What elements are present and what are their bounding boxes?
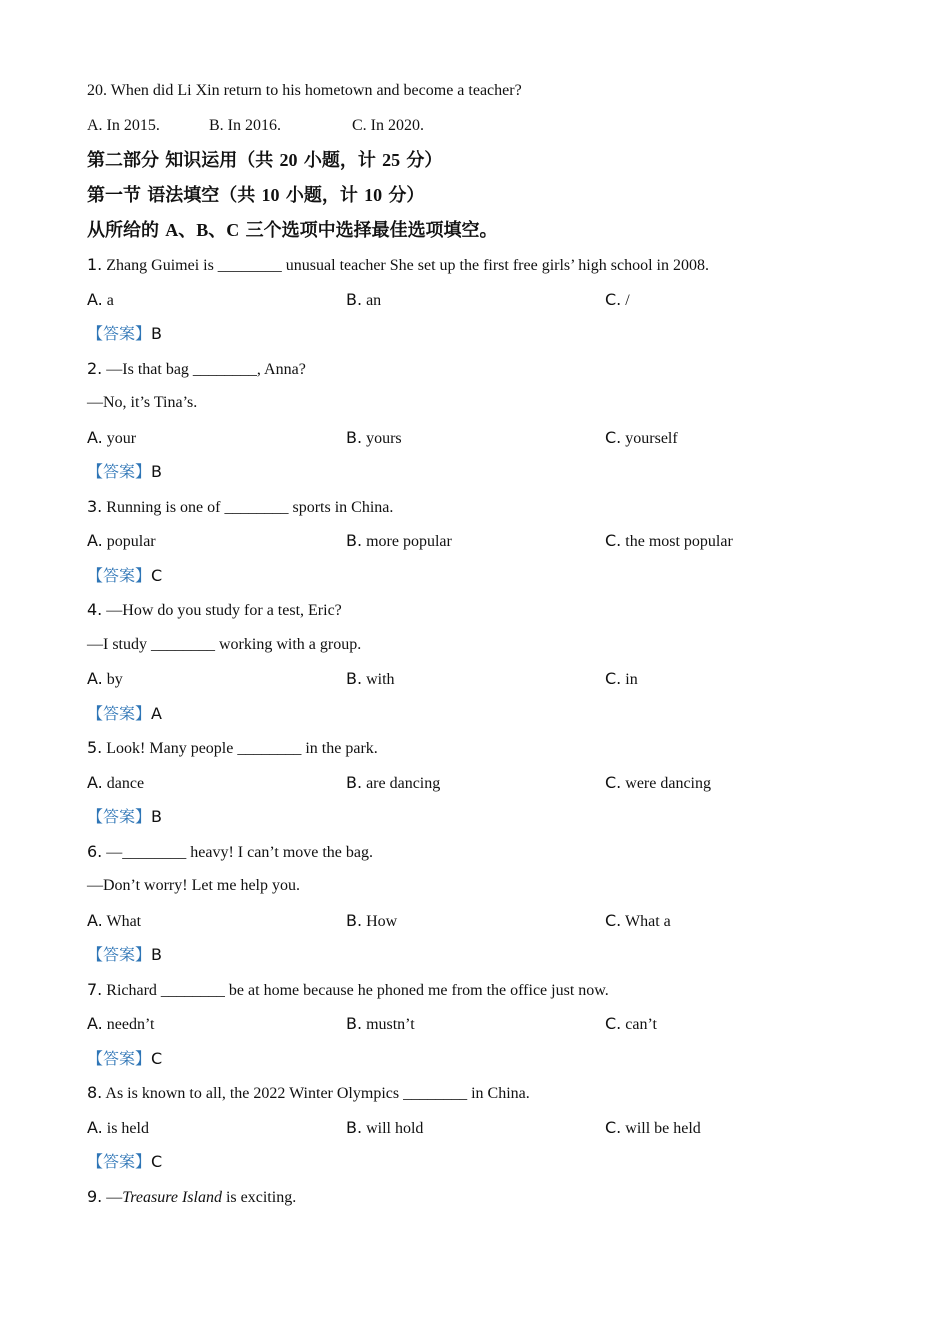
option-text: by [106, 671, 123, 688]
option-label: A. [87, 910, 103, 930]
answer-label: 答案 [103, 945, 136, 964]
answer-bracket-close: 】 [135, 324, 152, 343]
option [87, 285, 346, 320]
option [346, 423, 605, 458]
q20-option-b: B. In 2016. [209, 116, 281, 134]
option [346, 526, 605, 561]
option-text: is held [106, 1119, 149, 1137]
question-number: 2. [87, 358, 103, 378]
section-heading: 第一节 语法填空（共 10 小题，计 10 分） [87, 185, 425, 206]
question-line [87, 595, 867, 630]
option-label: C. [605, 427, 622, 447]
option [346, 285, 605, 320]
option [605, 664, 864, 699]
option-row [87, 526, 867, 561]
question-9-stem: 9. —Treasure Island is exciting. [87, 1186, 297, 1206]
question-text: —No, it’s Tina’s. [87, 394, 198, 411]
option-text: with [366, 671, 395, 688]
option [346, 1113, 605, 1148]
answer-value: C [151, 1152, 163, 1171]
option-label: A. [87, 772, 103, 792]
option-label: C. [605, 1117, 622, 1137]
option-label: A. [87, 289, 103, 309]
answer-line [87, 1147, 867, 1182]
option-text: yourself [625, 429, 678, 447]
question-line [87, 388, 867, 423]
question-number: 7. [87, 979, 103, 999]
option-text: were dancing [625, 774, 711, 792]
option [346, 768, 605, 803]
option-text: more popular [366, 533, 452, 550]
answer-line [87, 457, 867, 492]
answer-value: B [151, 462, 163, 481]
answer-bracket-close: 】 [135, 1048, 152, 1068]
question-line [87, 1078, 867, 1113]
q20-option-c: C. In 2020. [352, 116, 424, 134]
answer-line [87, 940, 867, 975]
option [605, 768, 864, 803]
answer-bracket-open: 【 [87, 945, 104, 964]
answer-label: 答案 [103, 807, 136, 826]
answer-line [87, 561, 867, 596]
question-text: —________ heavy! I can’t move the bag. [106, 843, 374, 861]
question-line [87, 837, 867, 872]
option-label: C. [605, 910, 622, 930]
question-line [87, 250, 867, 285]
answer-bracket-close: 】 [135, 807, 152, 826]
question-text: —Don’t worry! Let me help you. [87, 877, 300, 894]
option [346, 906, 605, 941]
option-text: in [625, 671, 638, 688]
answer-bracket-open: 【 [87, 703, 104, 723]
question-line [87, 871, 867, 906]
option [87, 526, 346, 561]
option-text: the most popular [625, 533, 733, 550]
question-number: 3. [87, 496, 103, 516]
answer-label: 答案 [103, 1152, 136, 1171]
q20-option-a: A. In 2015. [87, 116, 160, 134]
question-number: 8. [87, 1083, 103, 1102]
answer-value: C [151, 1048, 163, 1068]
option-text: dance [106, 774, 145, 792]
answer-line [87, 1044, 867, 1079]
option-row [87, 285, 867, 320]
option-label: B. [346, 427, 363, 447]
option-row [87, 1113, 867, 1148]
option-label: B. [346, 289, 363, 309]
option [605, 906, 864, 941]
option-label: B. [346, 910, 363, 930]
question-20-options [87, 111, 867, 146]
answer-label: 答案 [103, 1048, 136, 1068]
option-text: What a [624, 912, 671, 930]
option [87, 664, 346, 699]
answer-bracket-open: 【 [87, 462, 104, 481]
question-text: Running is one of ________ sports in China. [106, 498, 394, 516]
option-text: will be held [625, 1119, 701, 1137]
question-text: —How do you study for a test, Eric? [106, 602, 342, 619]
question-text: Zhang Guimei is ________ unusual teacher She set up the first free girls’ high school in 2008. [106, 257, 709, 274]
option-label: C. [605, 289, 622, 309]
answer-bracket-open: 【 [87, 1048, 104, 1068]
answer-bracket-open: 【 [87, 565, 104, 585]
option-row [87, 906, 867, 941]
answer-line [87, 319, 867, 354]
answer-value: B [151, 324, 163, 343]
option-text: mustn’t [366, 1016, 415, 1033]
answer-value: B [151, 807, 163, 826]
option [605, 423, 864, 458]
answer-label: 答案 [103, 324, 136, 343]
question-text: Richard ________ be at home because he phoned me from the office just now. [106, 981, 609, 999]
option [87, 768, 346, 803]
answer-bracket-close: 】 [135, 703, 152, 723]
option-text: popular [106, 533, 156, 550]
option [87, 1113, 346, 1148]
option-label: C. [605, 772, 622, 792]
option-text: / [625, 291, 630, 309]
instruction: 从所给的 A、B、C 三个选项中选择最佳选项填空。 [87, 220, 498, 241]
option [605, 1113, 864, 1148]
option-text: yours [366, 429, 402, 447]
option-text: What [106, 912, 142, 930]
answer-value: A [151, 703, 162, 723]
answer-value: B [151, 945, 163, 964]
option-text: can’t [625, 1016, 657, 1033]
answer-bracket-close: 】 [135, 462, 152, 481]
option [605, 285, 864, 320]
question-number: 5. [87, 738, 103, 757]
question-line [87, 630, 867, 665]
question-number: 4. [87, 600, 103, 619]
question-text: Look! Many people ________ in the park. [106, 740, 378, 757]
option-label: A. [87, 531, 103, 550]
option-text: needn’t [106, 1016, 155, 1033]
option-label: C. [605, 669, 622, 688]
option-label: B. [346, 1014, 363, 1033]
option-row [87, 664, 867, 699]
option-text: a [106, 291, 114, 309]
option-text: are dancing [366, 774, 441, 792]
option-label: B. [346, 531, 363, 550]
answer-label: 答案 [103, 565, 136, 585]
option-label: B. [346, 772, 363, 792]
answer-bracket-open: 【 [87, 1152, 104, 1171]
question-line [87, 354, 867, 389]
answer-label: 答案 [103, 703, 136, 723]
option-label: A. [87, 427, 103, 447]
question-number: 1. [87, 255, 103, 274]
option [87, 423, 346, 458]
answer-bracket-close: 】 [135, 565, 152, 585]
option [346, 1009, 605, 1044]
question-text: —Is that bag ________, Anna? [106, 360, 306, 378]
option-label: A. [87, 1014, 103, 1033]
question-text: —I study ________ working with a group. [87, 635, 362, 653]
answer-value: C [151, 565, 163, 585]
option-label: C. [605, 531, 622, 550]
option [346, 664, 605, 699]
answer-bracket-close: 】 [135, 1152, 152, 1171]
option-text: your [106, 429, 137, 447]
option [87, 906, 346, 941]
question-number: 6. [87, 841, 103, 861]
answer-bracket-open: 【 [87, 324, 104, 343]
option-label: A. [87, 1117, 103, 1137]
option-label: C. [605, 1014, 622, 1033]
answer-bracket-open: 【 [87, 807, 104, 826]
option [605, 526, 864, 561]
answer-bracket-close: 】 [135, 945, 152, 964]
exam-page [87, 76, 867, 1216]
question-20-stem: 20. When did Li Xin return to his hometown and become a teacher? [87, 82, 522, 99]
option-label: A. [87, 669, 103, 688]
question-line [87, 733, 867, 768]
option-text: will hold [366, 1119, 424, 1137]
part-heading: 第二部分 知识运用（共 20 小题，计 25 分） [87, 150, 443, 171]
option-text: an [366, 291, 382, 309]
question-text: As is known to all, the 2022 Winter Olympics ________ in China. [105, 1085, 530, 1102]
question-list [87, 250, 867, 1182]
answer-line [87, 699, 867, 734]
answer-line [87, 802, 867, 837]
option [87, 1009, 346, 1044]
option-row [87, 768, 867, 803]
option [605, 1009, 864, 1044]
option-label: B. [346, 669, 363, 688]
question-line [87, 975, 867, 1010]
option-row [87, 1009, 867, 1044]
option-label: B. [346, 1117, 363, 1137]
option-text: How [366, 912, 398, 930]
question-line [87, 492, 867, 527]
answer-label: 答案 [103, 462, 136, 481]
option-row [87, 423, 867, 458]
